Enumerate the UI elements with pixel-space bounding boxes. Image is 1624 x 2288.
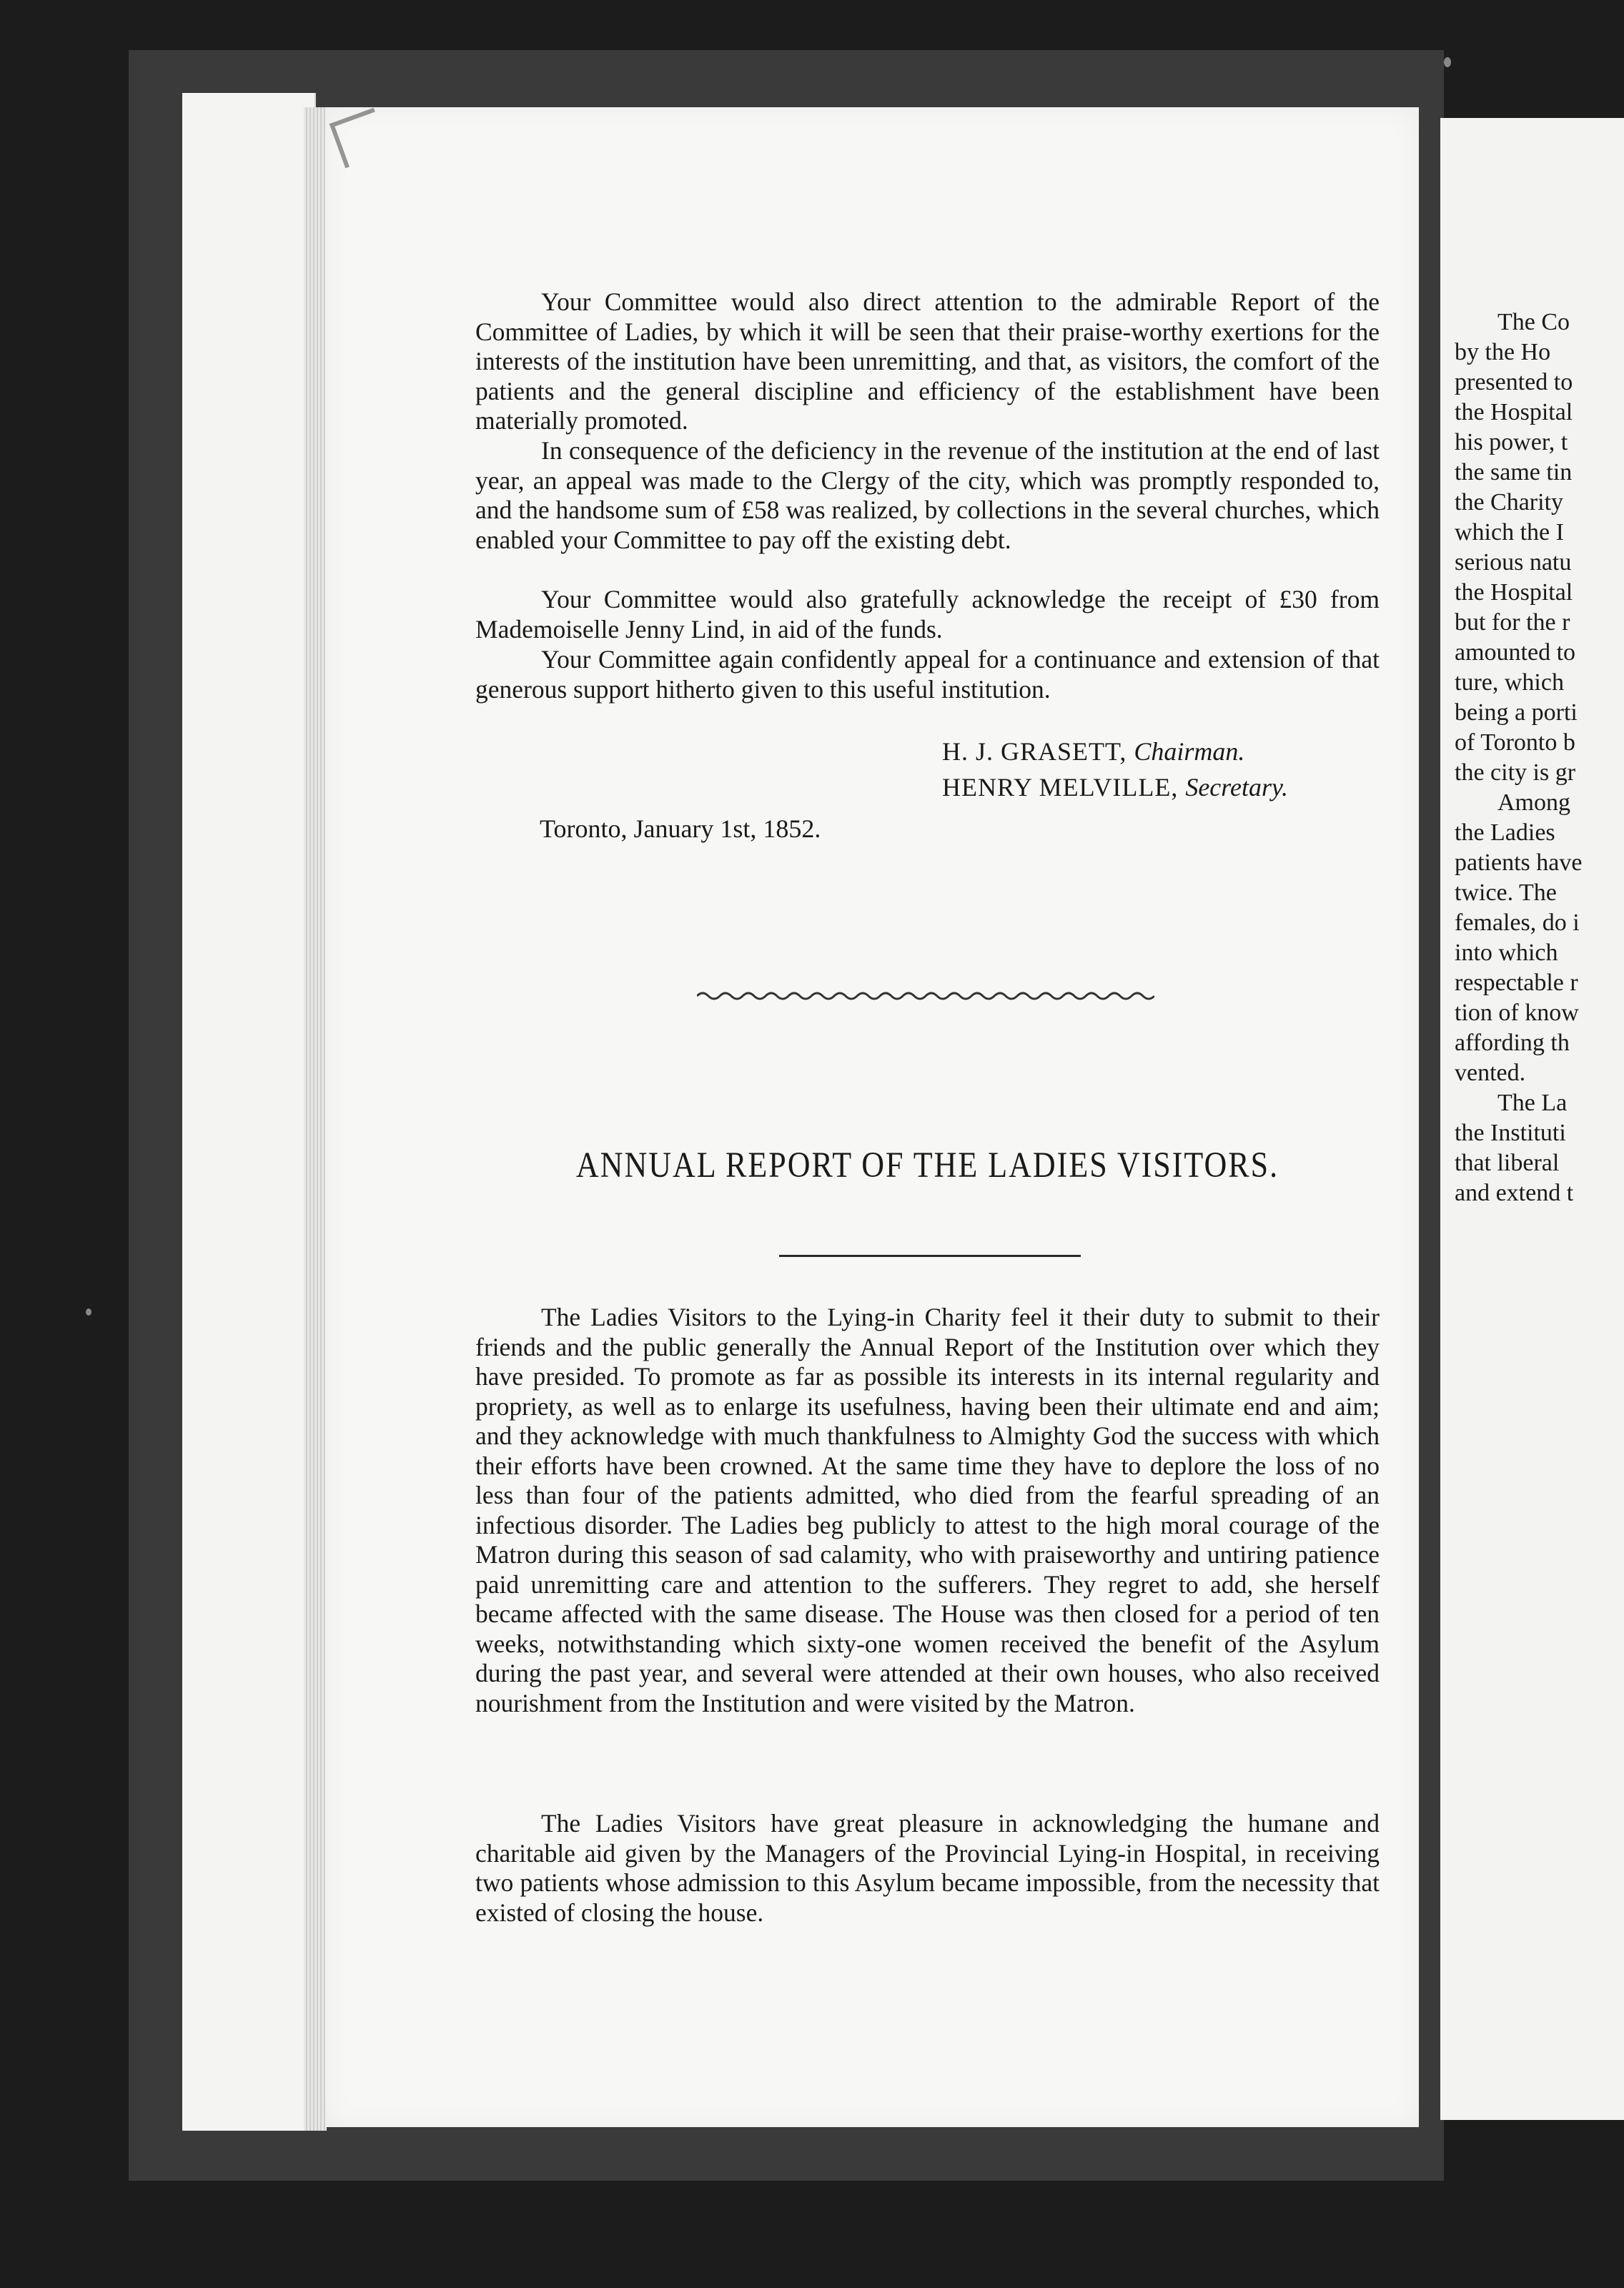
facing-page-line: presented to: [1455, 369, 1573, 395]
facing-page-line: of Toronto b: [1455, 729, 1575, 756]
speck: [1444, 57, 1451, 67]
facing-page-line: the Hospital: [1455, 579, 1573, 606]
committee-paragraph-2: In consequence of the deficiency in the revenue of the institution at the end of last year, an appeal was made to the Clergy of the city, which was promptly responded to, and the handsome sum of £58 was realized, by collections in the several churches, which enabled your Committee to pay off the existing debt.: [475, 436, 1380, 554]
facing-page-line: which the I: [1455, 519, 1564, 546]
page-edges: [304, 107, 327, 2131]
facing-page-line: females, do i: [1455, 909, 1580, 936]
committee-paragraph-1: Your Committee would also direct attention to the admirable Report of the Committee of Ladies, by which it will be seen that their praise-worthy exertions for the interests of the institution have been unremitting, and that, as visitors, the comfort of the patients and the general discipline and efficiency of the establishment have been materially promoted.: [475, 287, 1380, 435]
ladies-paragraph-2: The Ladies Visitors have great pleasure in acknowledging the humane and charitable aid given by the Managers of the Provincial Lying-in Hospital, in receiving two patients whose admission to this Asylum became impossible, from the necessity that existed of closing the house.: [475, 1809, 1380, 1927]
facing-page-line: the Hospital: [1455, 399, 1573, 425]
ladies-paragraph-1: The Ladies Visitors to the Lying-in Charity feel it their duty to submit to their friends and the public generally the Annual Report of the Institution over which they have presided. To promote as far as possible its interests in its internal regularity and propriety, as well as to enlarge its usefulness, having been their ultimate end and aim; and they acknowledge with much thankfulness to Almighty God the success with which their efforts have been crowned. At the same time they have to deplore the loss of no less than four of the patients admitted, who died from the fearful spreading of an infectious disorder. The Ladies beg publicly to attest to the high moral courage of the Matron during this season of sad calamity, who with praiseworthy and untiring patience paid unremitting care and attention to the sufferers. They regret to add, she herself became affected with the same disease. The House was then closed for a period of ten weeks, notwithstanding which sixty-one women received the benefit of the Asylum during the past year, and several were attended at their own houses, who also received nourishment from the Institution and were visited by the Matron.: [475, 1303, 1380, 1717]
committee-paragraph-3: Your Committee would also gratefully acknowledge the receipt of £30 from Mademoiselle Jenny Lind, in aid of the funds.: [475, 585, 1380, 644]
facing-page: [1440, 118, 1624, 2120]
signature-name: HENRY MELVILLE,: [942, 773, 1179, 802]
facing-page-line: vented.: [1455, 1060, 1526, 1086]
facing-page-line: ture, which: [1455, 669, 1564, 696]
facing-page-line: The Co: [1497, 309, 1570, 335]
signature-secretary: [942, 772, 1288, 802]
facing-page-line: by the Ho: [1455, 339, 1551, 365]
facing-page-line: amounted to: [1455, 639, 1576, 666]
heading-rule: [779, 1255, 1081, 1257]
wavy-divider: [697, 989, 1154, 1003]
signature-chairman: [942, 736, 1244, 766]
dateline: Toronto, January 1st, 1852.: [540, 814, 821, 843]
facing-page-line: serious natu: [1455, 549, 1572, 576]
facing-page-line: Among: [1497, 789, 1570, 816]
facing-page-line: that liberal: [1455, 1150, 1560, 1176]
facing-page-line: the Instituti: [1455, 1120, 1566, 1146]
facing-page-line: into which: [1455, 940, 1558, 966]
facing-page-line: the Ladies: [1455, 819, 1555, 846]
left-flyleaf: [182, 93, 316, 2131]
committee-paragraph-4: Your Committee again confidently appeal for a continuance and extension of that generous support hitherto given to this useful institution.: [475, 645, 1380, 704]
facing-page-line: the city is gr: [1455, 759, 1576, 786]
signature-role: Chairman.: [1134, 737, 1245, 766]
facing-page-line: patients have: [1455, 849, 1583, 876]
signature-name: H. J. GRASETT,: [942, 737, 1127, 766]
facing-page-line: The La: [1497, 1090, 1568, 1116]
facing-page-line: respectable r: [1455, 970, 1578, 996]
facing-page-line: and extend t: [1455, 1180, 1574, 1206]
facing-page-line: but for the r: [1455, 609, 1570, 636]
facing-page-line: twice. The: [1455, 879, 1557, 906]
facing-page-line: his power, t: [1455, 429, 1568, 455]
speck: [86, 1308, 91, 1316]
facing-page-line: being a porti: [1455, 699, 1578, 726]
section-heading: ANNUAL REPORT OF THE LADIES VISITORS.: [575, 1145, 1279, 1185]
facing-page-line: the Charity: [1455, 489, 1564, 516]
facing-page-line: affording th: [1455, 1030, 1570, 1056]
facing-page-line: the same tin: [1455, 459, 1573, 485]
facing-page-line: tion of know: [1455, 1000, 1579, 1026]
signature-role: Secretary.: [1185, 773, 1288, 802]
